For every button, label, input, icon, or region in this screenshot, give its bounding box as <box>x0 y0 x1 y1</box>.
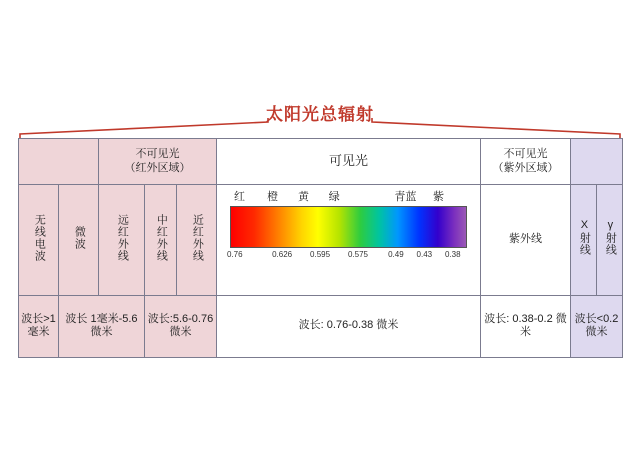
band-mid-infrared-label: 中红外线 <box>155 213 168 262</box>
header-invisible-uv-sub: （紫外区域） <box>492 161 559 174</box>
band-near-infrared <box>177 185 217 296</box>
band-xray <box>571 185 597 296</box>
band-radio-label: 无线电波 <box>33 213 46 262</box>
header-invisible-infrared <box>99 139 217 185</box>
wavelength-microwave: 波长 1毫米-5.6微米 <box>59 295 145 357</box>
band-gamma <box>597 185 623 296</box>
spectrum-tick-label: 0.595 <box>310 250 331 260</box>
spectrum-tick-labels <box>226 250 467 264</box>
spectrum-color-label: 红 <box>233 191 245 204</box>
bracket-icon <box>18 104 622 140</box>
spectrum-tick-label: 0.43 <box>416 250 433 260</box>
band-xray-label: X射线 <box>578 219 591 257</box>
page-title: 太阳光总辐射 <box>266 105 374 124</box>
band-ultraviolet-label: 紫外线 <box>509 233 542 246</box>
spectrum-gradient-bar <box>230 206 467 248</box>
band-ultraviolet <box>481 185 571 296</box>
band-mid-infrared <box>145 185 177 296</box>
wavelength-visible: 波长: 0.76-0.38 微米 <box>217 295 481 357</box>
spectrum-table <box>18 138 623 358</box>
spectrum-color-label: 绿 <box>328 191 340 204</box>
spectrum-tick-label: 0.49 <box>388 250 404 260</box>
spectrum-color-label: 青蓝 <box>394 191 417 204</box>
wavelength-radio: 波长>1毫米 <box>19 295 59 357</box>
band-radio <box>19 185 59 296</box>
spectrum-color-label: 橙 <box>267 191 279 204</box>
table-row-header <box>19 139 623 185</box>
spectrum-color-labels <box>230 191 467 206</box>
spectrum-tick-label: 0.626 <box>272 250 293 260</box>
table-row-bands <box>19 185 623 296</box>
band-far-infrared-label: 远红外线 <box>116 213 129 262</box>
band-far-infrared <box>99 185 145 296</box>
spectrum-tick-label: 0.575 <box>347 250 368 260</box>
header-invisible-uv-main: 不可见光 <box>503 147 548 160</box>
wavelength-xray-gamma: 波长<0.2 微米 <box>571 295 623 357</box>
table-row-wavelengths <box>19 295 623 357</box>
spectrum-tick-label: 0.38 <box>444 250 461 260</box>
header-invisible-ir-sub: （红外区域） <box>124 161 191 174</box>
spectrum-color-label: 黄 <box>297 191 309 204</box>
spectrum-tick-label: 0.76 <box>226 250 243 260</box>
wavelength-ultraviolet: 波长: 0.38-0.2 微米 <box>481 295 571 357</box>
band-gamma-label: γ射线 <box>604 219 617 257</box>
header-blank-right <box>571 139 623 185</box>
header-invisible-ultraviolet <box>481 139 571 185</box>
band-microwave <box>59 185 99 296</box>
header-visible-main: 可见光 <box>328 153 368 169</box>
band-microwave-label: 微波 <box>73 225 86 250</box>
header-invisible-ir-main: 不可见光 <box>135 147 180 160</box>
band-near-infrared-label: 近红外线 <box>191 213 204 262</box>
header-blank-left <box>19 139 99 185</box>
spectrum-color-label: 紫 <box>433 191 445 204</box>
wavelength-infrared: 波长:5.6-0.76微米 <box>145 295 217 357</box>
header-visible-light <box>217 139 481 185</box>
visible-spectrum-chart <box>217 185 481 296</box>
